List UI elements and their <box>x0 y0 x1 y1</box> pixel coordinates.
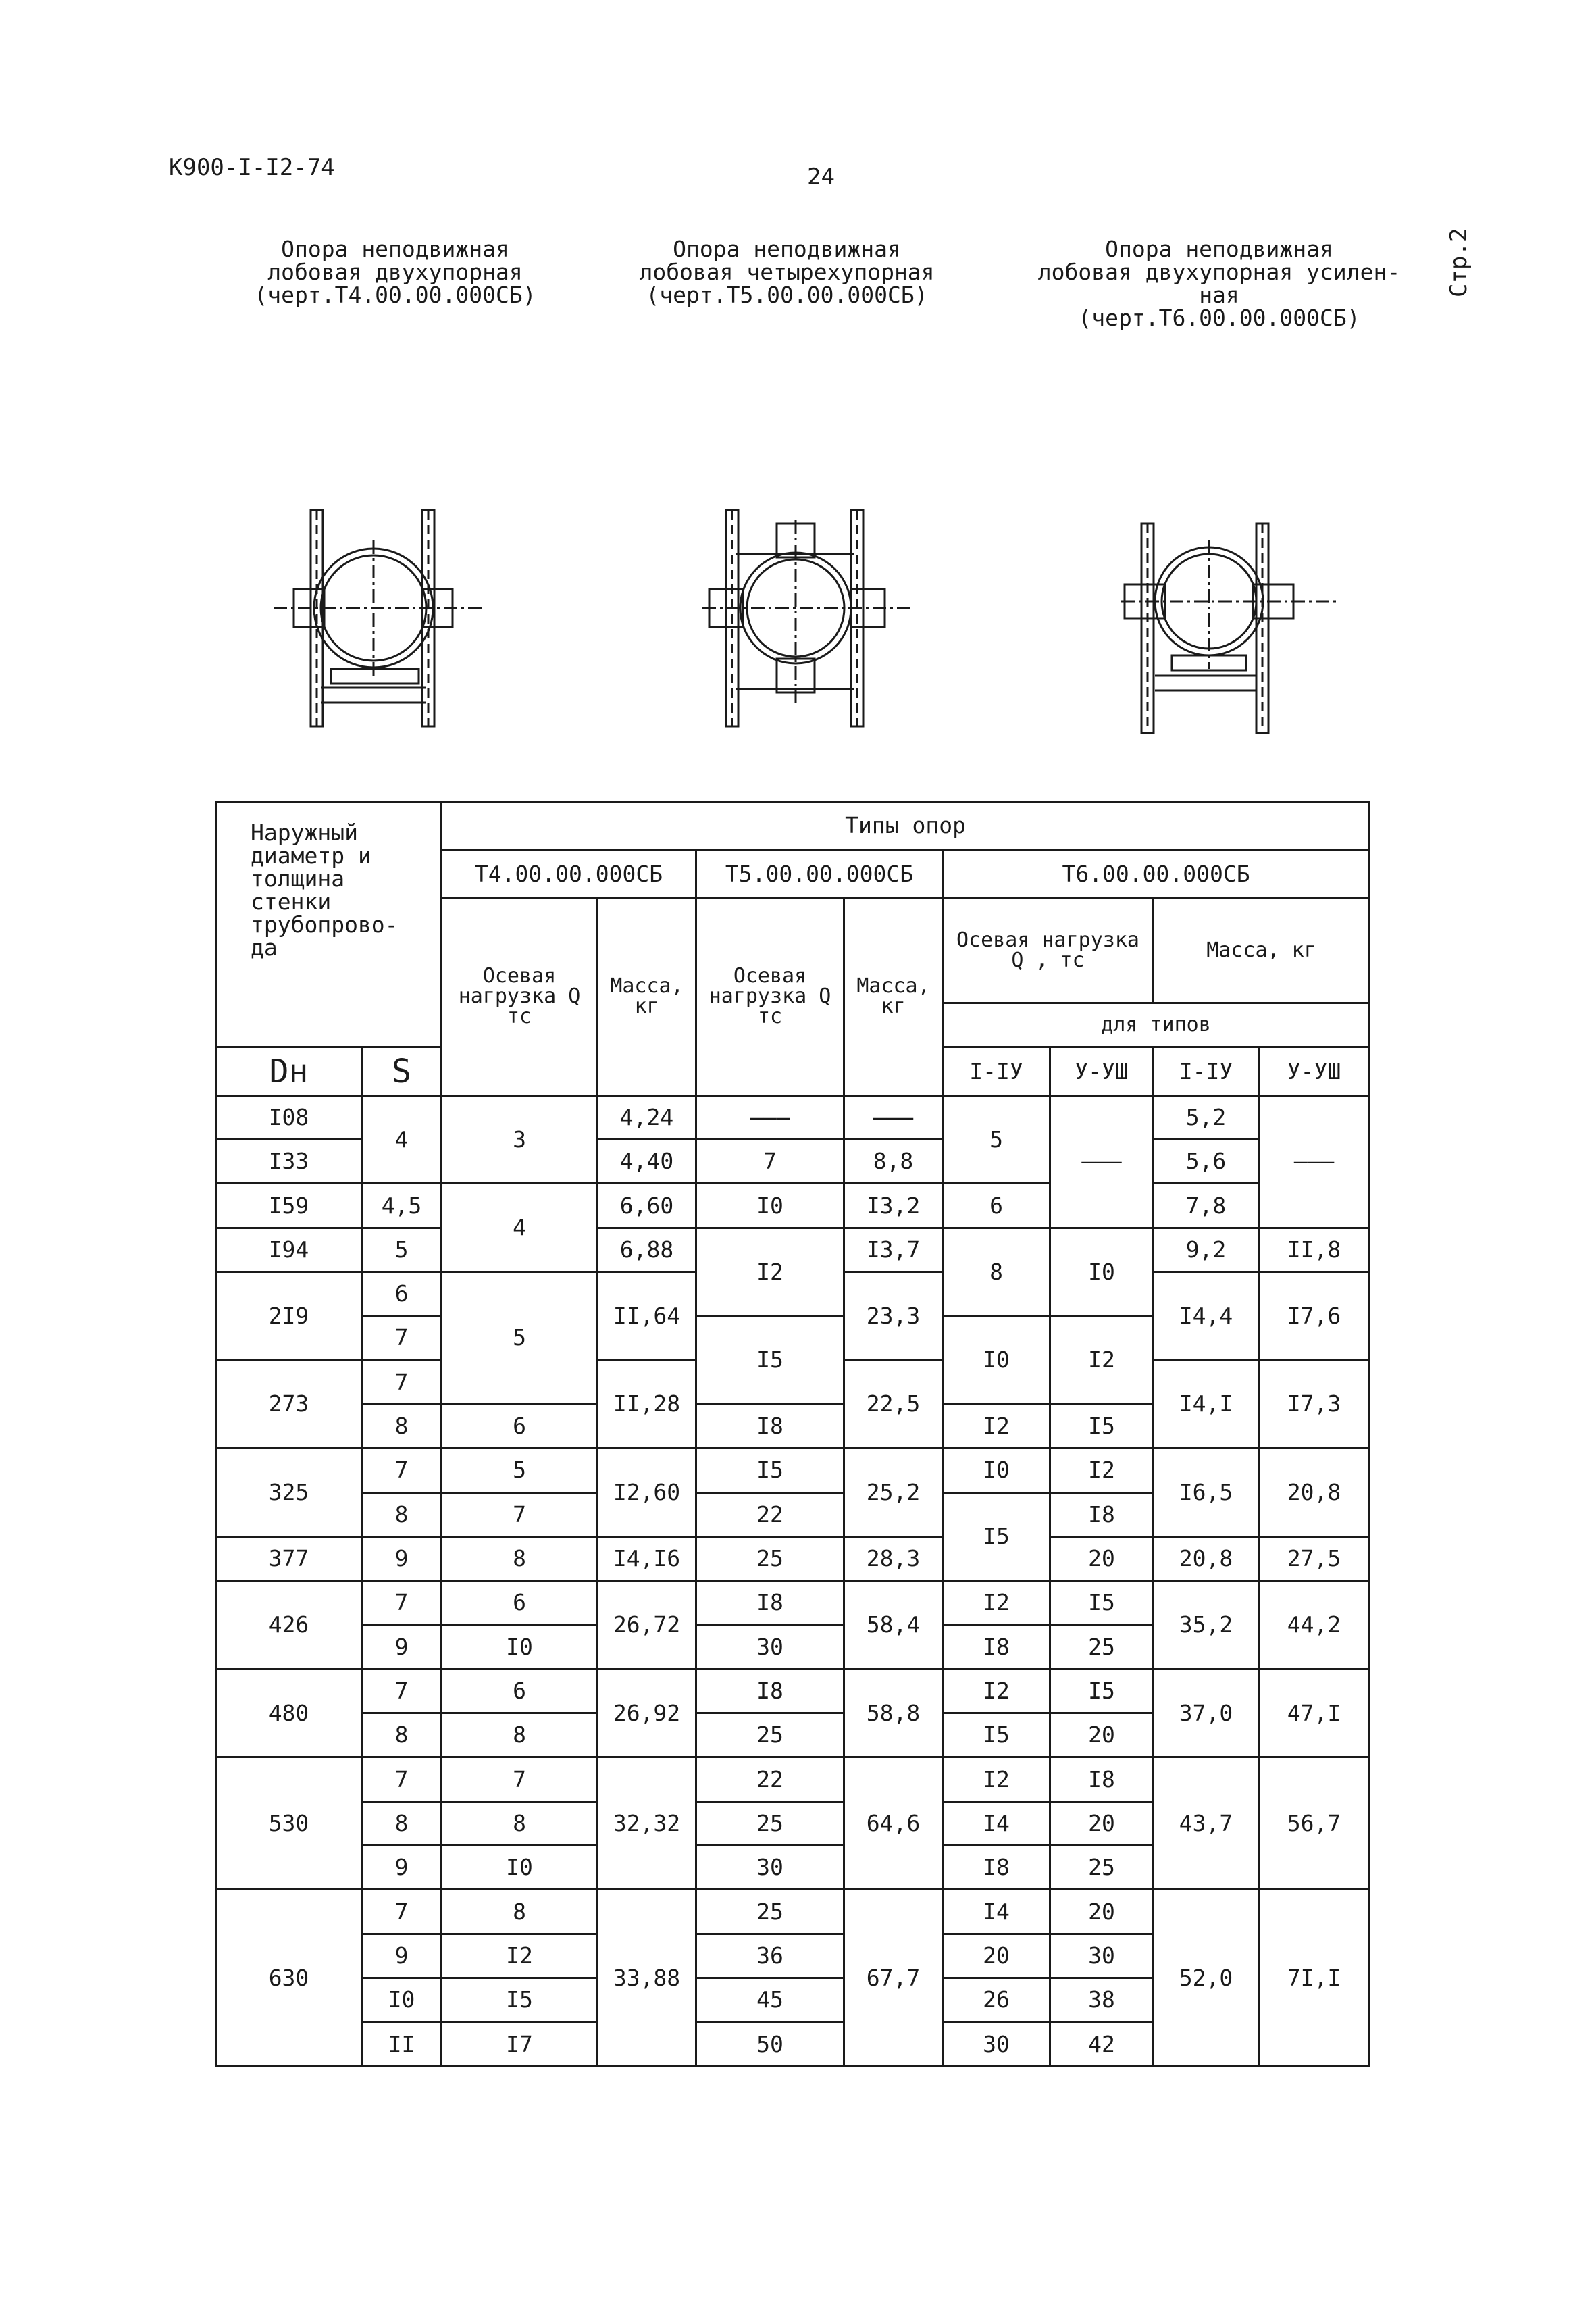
load-t5: 25 <box>696 1713 844 1757</box>
caption-line: Опора неподвижная <box>1105 236 1333 262</box>
sub-5-8: У-УШ <box>1259 1047 1370 1095</box>
load-t4: 4 <box>442 1184 598 1272</box>
mass-t5: 28,3 <box>844 1536 943 1580</box>
dn: I59 <box>216 1184 362 1228</box>
mass-t4: II,28 <box>598 1360 696 1449</box>
load-t5: ——— <box>696 1095 844 1139</box>
load-t5: 45 <box>696 1978 844 2022</box>
mass-t6-a: 5,2 <box>1154 1095 1259 1139</box>
sub-1-4: I-IУ <box>1154 1047 1259 1095</box>
load-t4: 6 <box>442 1581 598 1625</box>
load-t6-b: I8 <box>1050 1492 1154 1536</box>
mass-t6-a: I4,I <box>1154 1360 1259 1449</box>
caption-t4 <box>240 238 550 307</box>
mass-t6-a: I6,5 <box>1154 1449 1259 1537</box>
document-code: К900-I-I2-74 <box>169 154 335 181</box>
load-t6-a: I2 <box>943 1581 1050 1625</box>
load-t5: 25 <box>696 1801 844 1845</box>
load-t4: 5 <box>442 1272 598 1405</box>
mass-t6-b: I7,6 <box>1259 1272 1370 1361</box>
mass-t4: 4,24 <box>598 1095 696 1139</box>
col-s: S <box>362 1047 442 1095</box>
caption-line: (черт.Т4.00.00.000СБ) <box>254 282 536 308</box>
wall: 8 <box>362 1404 442 1448</box>
mass-t5: 64,6 <box>844 1757 943 1890</box>
load-t4: 8 <box>442 1801 598 1845</box>
load-t6-a: I2 <box>943 1757 1050 1801</box>
load-t6-b: 30 <box>1050 1934 1154 1978</box>
load-t4: 8 <box>442 1713 598 1757</box>
dn: 530 <box>216 1757 362 1890</box>
load-t5: I8 <box>696 1404 844 1448</box>
caption-line: ная <box>1199 282 1239 308</box>
type-t4: Т4.00.00.000СБ <box>442 850 696 898</box>
dn: 426 <box>216 1581 362 1669</box>
caption-line: (черт.Т6.00.00.000СБ) <box>1078 305 1360 331</box>
mass-t6-a: 43,7 <box>1154 1757 1259 1890</box>
mass-t4: 32,32 <box>598 1757 696 1890</box>
load-t4: I2 <box>442 1934 598 1978</box>
load-t6-a: I2 <box>943 1404 1050 1448</box>
mass-t6-b: ——— <box>1259 1095 1370 1228</box>
dn: I33 <box>216 1140 362 1184</box>
mass-t6-a: 7,8 <box>1154 1184 1259 1228</box>
load-t5: I8 <box>696 1581 844 1625</box>
mass-t4: 26,92 <box>598 1669 696 1757</box>
load-t6-b: I2 <box>1050 1449 1154 1492</box>
load-t6-b: 25 <box>1050 1625 1154 1669</box>
load-t6-a: 6 <box>943 1184 1050 1228</box>
load-t5: I5 <box>696 1316 844 1405</box>
load-t4: I0 <box>442 1846 598 1890</box>
pipe-header: Наружный диаметр и толщина стенки трубопрово- да <box>216 802 442 1047</box>
load-t6-b: I5 <box>1050 1404 1154 1448</box>
wall: 7 <box>362 1890 442 1934</box>
load-t5: 30 <box>696 1846 844 1890</box>
load-t5: 22 <box>696 1757 844 1801</box>
col-dn: Dн <box>216 1047 362 1095</box>
load-t6-a: I4 <box>943 1890 1050 1934</box>
load-t4: 6 <box>442 1669 598 1713</box>
wall: 6 <box>362 1272 442 1316</box>
load-t6-b: I5 <box>1050 1581 1154 1625</box>
mass-t6-a: 20,8 <box>1154 1536 1259 1580</box>
support-drawing-t6 <box>1114 520 1351 743</box>
mass-t6-a: 35,2 <box>1154 1581 1259 1669</box>
load-t5: 36 <box>696 1934 844 1978</box>
type-t6: Т6.00.00.000СБ <box>943 850 1370 898</box>
load-t6-b: I0 <box>1050 1228 1154 1316</box>
load-t6-a: 20 <box>943 1934 1050 1978</box>
wall: 7 <box>362 1581 442 1625</box>
caption-line: лобовая двухупорная <box>267 259 523 285</box>
load-t4: I5 <box>442 1978 598 2022</box>
load-t4: 7 <box>442 1492 598 1536</box>
load-t5: 7 <box>696 1140 844 1184</box>
load-t6-a: I5 <box>943 1492 1050 1581</box>
axial-load-t6: Осевая нагрузка Q , тс <box>943 898 1154 1003</box>
wall: 8 <box>362 1713 442 1757</box>
wall: 7 <box>362 1360 442 1404</box>
wall: 8 <box>362 1801 442 1845</box>
load-t4: I7 <box>442 2022 598 2067</box>
wall: 7 <box>362 1316 442 1360</box>
dn: I94 <box>216 1228 362 1272</box>
mass-t5: 23,3 <box>844 1272 943 1361</box>
caption-line: Опора неподвижная <box>673 236 901 262</box>
support-drawing-t5 <box>689 507 925 730</box>
mass-t5: 22,5 <box>844 1360 943 1449</box>
caption-t5 <box>628 238 946 307</box>
wall: 5 <box>362 1228 442 1272</box>
mass-t6-a: 9,2 <box>1154 1228 1259 1272</box>
load-t5: 22 <box>696 1492 844 1536</box>
mass-t6-b: 44,2 <box>1259 1581 1370 1669</box>
load-t6-b: 25 <box>1050 1846 1154 1890</box>
types-header: Типы опор <box>442 802 1370 850</box>
mass-t4: 4,40 <box>598 1140 696 1184</box>
wall: 9 <box>362 1536 442 1580</box>
axial-load-t4: Осевая нагрузка Q тс <box>442 898 598 1095</box>
load-t4: I0 <box>442 1625 598 1669</box>
page-number: 24 <box>807 164 835 191</box>
wall: 9 <box>362 1625 442 1669</box>
load-t6-a: 5 <box>943 1095 1050 1184</box>
type-t5: Т5.00.00.000СБ <box>696 850 943 898</box>
mass-t6-a: I4,4 <box>1154 1272 1259 1361</box>
mass-t5: 58,8 <box>844 1669 943 1757</box>
axial-load-t5: Осевая нагрузка Q тс <box>696 898 844 1095</box>
load-t6-a: I0 <box>943 1449 1050 1492</box>
dn: I08 <box>216 1095 362 1139</box>
sub-5-8: У-УШ <box>1050 1047 1154 1095</box>
mass-t5: I3,2 <box>844 1184 943 1228</box>
load-t5: 30 <box>696 1625 844 1669</box>
load-t6-b: 42 <box>1050 2022 1154 2067</box>
load-t6-a: I8 <box>943 1846 1050 1890</box>
mass-t6-b: 56,7 <box>1259 1757 1370 1890</box>
wall: 9 <box>362 1934 442 1978</box>
wall: 8 <box>362 1492 442 1536</box>
dn: 377 <box>216 1536 362 1580</box>
load-t6-a: I8 <box>943 1625 1050 1669</box>
mass-t4: 6,88 <box>598 1228 696 1272</box>
mass-t4: Масса, кг <box>598 898 696 1095</box>
load-t6-a: I4 <box>943 1801 1050 1845</box>
load-t4: 3 <box>442 1095 598 1184</box>
mass-t5: 25,2 <box>844 1449 943 1537</box>
mass-t5: I3,7 <box>844 1228 943 1272</box>
load-t6-b: 20 <box>1050 1801 1154 1845</box>
mass-t4: I2,60 <box>598 1449 696 1537</box>
mass-t5: Масса, кг <box>844 898 943 1095</box>
mass-t4: 6,60 <box>598 1184 696 1228</box>
load-t6-a: 8 <box>943 1228 1050 1316</box>
load-t4: 8 <box>442 1890 598 1934</box>
mass-t4: 33,88 <box>598 1890 696 2067</box>
load-t6-b: I2 <box>1050 1316 1154 1405</box>
mass-t5: 67,7 <box>844 1890 943 2067</box>
caption-line: Опора неподвижная <box>281 236 509 262</box>
mass-t6-b: 7I,I <box>1259 1890 1370 2067</box>
mass-t6-a: 5,6 <box>1154 1140 1259 1184</box>
load-t6-a: I0 <box>943 1316 1050 1405</box>
wall: 4 <box>362 1095 442 1184</box>
mass-t6-b: 20,8 <box>1259 1449 1370 1537</box>
caption-t6 <box>1033 238 1405 330</box>
wall: II <box>362 2022 442 2067</box>
load-t6-b: 20 <box>1050 1536 1154 1580</box>
mass-t6: Масса, кг <box>1154 898 1370 1003</box>
load-t4: 5 <box>442 1449 598 1492</box>
load-t5: I0 <box>696 1184 844 1228</box>
for-types: для типов <box>943 1003 1370 1047</box>
caption-line: лобовая четырехупорная <box>639 259 935 285</box>
load-t4: 6 <box>442 1404 598 1448</box>
load-t6-a: I2 <box>943 1669 1050 1713</box>
mass-t5: ——— <box>844 1095 943 1139</box>
load-t6-b: I5 <box>1050 1669 1154 1713</box>
mass-t4: 26,72 <box>598 1581 696 1669</box>
load-t5: I2 <box>696 1228 844 1316</box>
load-t6-b: I8 <box>1050 1757 1154 1801</box>
wall: 7 <box>362 1669 442 1713</box>
load-t6-a: 26 <box>943 1978 1050 2022</box>
load-t4: 7 <box>442 1757 598 1801</box>
load-t6-b: ——— <box>1050 1095 1154 1228</box>
wall: 7 <box>362 1757 442 1801</box>
mass-t6-b: 47,I <box>1259 1669 1370 1757</box>
mass-t5: 8,8 <box>844 1140 943 1184</box>
caption-line: лобовая двухупорная усилен- <box>1037 259 1401 285</box>
wall: 7 <box>362 1449 442 1492</box>
mass-t6-a: 37,0 <box>1154 1669 1259 1757</box>
load-t5: 25 <box>696 1536 844 1580</box>
dn: 325 <box>216 1449 362 1537</box>
mass-t6-b: 27,5 <box>1259 1536 1370 1580</box>
load-t6-a: I5 <box>943 1713 1050 1757</box>
sub-1-4: I-IУ <box>943 1047 1050 1095</box>
wall: 4,5 <box>362 1184 442 1228</box>
load-t5: 25 <box>696 1890 844 1934</box>
load-t6-b: 20 <box>1050 1890 1154 1934</box>
mass-t6-b: II,8 <box>1259 1228 1370 1272</box>
dn: 480 <box>216 1669 362 1757</box>
load-t5: I8 <box>696 1669 844 1713</box>
page-side-label: Стр.2 <box>1445 228 1472 297</box>
dn: 273 <box>216 1360 362 1449</box>
mass-t6-b: I7,3 <box>1259 1360 1370 1449</box>
load-t5: I5 <box>696 1449 844 1492</box>
dn: 630 <box>216 1890 362 2067</box>
dn: 2I9 <box>216 1272 362 1361</box>
load-t6-b: 38 <box>1050 1978 1154 2022</box>
mass-t4: II,64 <box>598 1272 696 1361</box>
mass-t5: 58,4 <box>844 1581 943 1669</box>
load-t6-b: 20 <box>1050 1713 1154 1757</box>
wall: 9 <box>362 1846 442 1890</box>
load-t5: 50 <box>696 2022 844 2067</box>
load-t4: 8 <box>442 1536 598 1580</box>
wall: I0 <box>362 1978 442 2022</box>
load-t6-a: 30 <box>943 2022 1050 2067</box>
mass-t4: I4,I6 <box>598 1536 696 1580</box>
caption-line: (черт.Т5.00.00.000СБ) <box>646 282 928 308</box>
support-drawing-t4 <box>260 507 496 730</box>
support-loads-table <box>215 801 1368 2067</box>
mass-t6-a: 52,0 <box>1154 1890 1259 2067</box>
